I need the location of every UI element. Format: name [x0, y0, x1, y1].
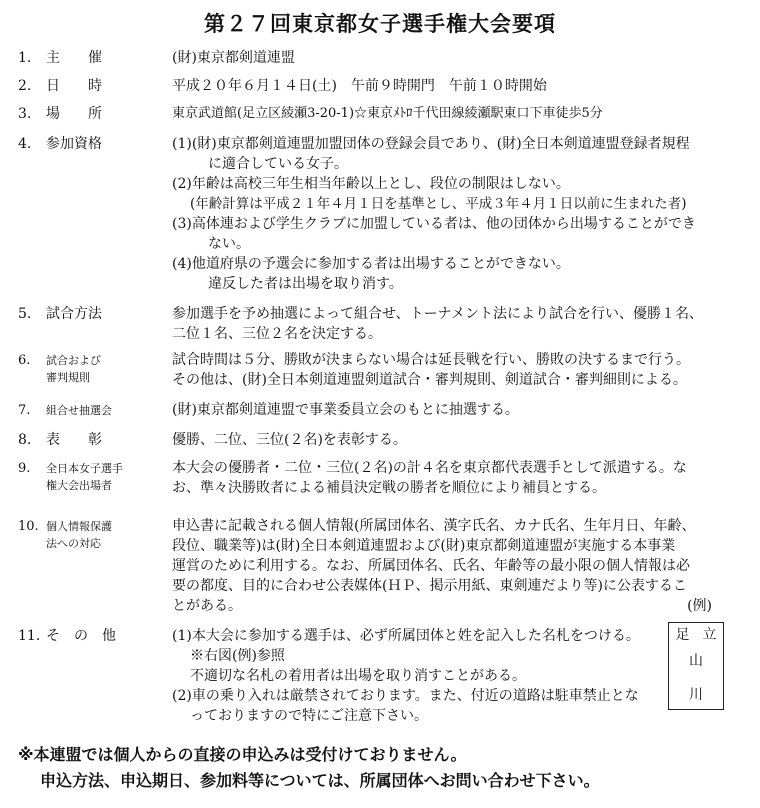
document-title: 第２７回東京都女子選手権大会要項 [204, 12, 556, 36]
item-content-organizer: (財)東京都剣道連盟 [172, 50, 295, 66]
notice-line-2: 申込方法、申込期日、参加料等については、所属団体へお問い合わせ下さい。 [40, 771, 600, 790]
item-label-privacy: 10. 個人情報保護 法への対応 [18, 519, 112, 550]
item-content-match-method: 参加選手を予め抽選によって組合せ、トーナメント法により試合を行い、優勝１名、 二位１名、三位２名を決定する。 [172, 306, 704, 342]
notice [18, 742, 600, 794]
nameplate-middle: 山 [689, 653, 703, 669]
item-label-awards: 8. 表 彰 [18, 432, 102, 448]
item-label-organizer: 1. 主 催 [18, 50, 102, 66]
item-content-privacy: 申込書に記載される個人情報(所属団体名、漢字氏名、カナ氏名、生年月日、年齢、 段位、職業等)は(財)全日本剣道連盟および(財)東京都剣道連盟が実施する本事業 運営のために利用する。なお、所属団体名、氏名、年齢等の最小限の個人情報は必 要の都度、目的に合わせ公表媒体(ＨＰ、掲示用紙、東剣連だより等)に公表するこ とがある。 (例) [172, 518, 712, 614]
item-content-national-entrants: 本大会の優勝者・二位・三位(２名)の計４名を東京都代表選手として派遣する。な お、準々決勝敗者による補員決定戦の勝者を順位により補員とする。 [172, 460, 687, 496]
item-label-national-entrants: 9. 全日本女子選手 権大会出場者 [18, 461, 123, 492]
nameplate-bottom: 川 [689, 687, 703, 703]
item-label-venue: 3. 場 所 [18, 106, 102, 122]
nameplate-example [668, 622, 724, 710]
item-content-other: (1)本大会に参加する選手は、必ず所属団体と姓を記入した名札をつける。 ※右図(例)参照 不適切な名札の着用者は出場を取り消すことがある。 (2)車の乗り入れは厳禁されております。また、付近の道路は駐車禁止とな っておりますので特にご注意下さい。 [172, 628, 640, 724]
item-label-match-method: 5. 試合方法 [18, 306, 102, 322]
item-content-datetime: 平成２０年６月１４日(土) 午前９時開門 午前１０時開始 [172, 78, 547, 94]
item-content-draw: (財)東京都剣道連盟で事業委員立会のもとに抽選する。 [172, 402, 519, 418]
item-content-venue: 東京武道館(足立区綾瀬3-20-1)☆東京ﾒﾄﾛ千代田線綾瀬駅東口下車徒歩5分 [172, 106, 603, 121]
item-label-draw: 7. 組合せ抽選会 [18, 403, 112, 418]
notice-line-1: ※本連盟では個人からの直接の申込みは受付けておりません。 [18, 745, 467, 764]
item-content-eligibility: (1)(財)東京都剣道連盟加盟団体の登録会員であり、(財)全日本剣道連盟登録者規程 に適合している女子。 (2)年齢は高校三年生相当年齢以上とし、段位の制限はしない。 (年齢計算は平成２１年４月１日を基準とし、平成３年４月１日以前に生まれた者) (3)高体連および学生クラブに加盟している者は、他の団体から出場することができ ない。 (4)他道府県の予選会に参加する者は出場することができない。 違反した者は出場を取り消す。 [172, 136, 696, 292]
item-label-eligibility: 4. 参加資格 [18, 136, 102, 152]
item-content-rules: 試合時間は５分、勝敗が決まらない場合は延長戦を行い、勝敗の決するまで行う。 その他は、(財)全日本剣道連盟剣道試合・審判規則、剣道試合・審判細則による。 [172, 352, 690, 388]
nameplate-top-left: 足 [675, 627, 690, 643]
item-label-datetime: 2. 日 時 [18, 78, 102, 94]
example-label: (例) [687, 598, 712, 614]
item-label-other: 11. そ の 他 [18, 628, 116, 644]
item-content-awards: 優勝、二位、三位(２名)を表彰する。 [172, 432, 407, 448]
item-label-rules: 6. 試合および 審判規則 [18, 353, 101, 384]
nameplate-top-right: 立 [702, 627, 717, 643]
